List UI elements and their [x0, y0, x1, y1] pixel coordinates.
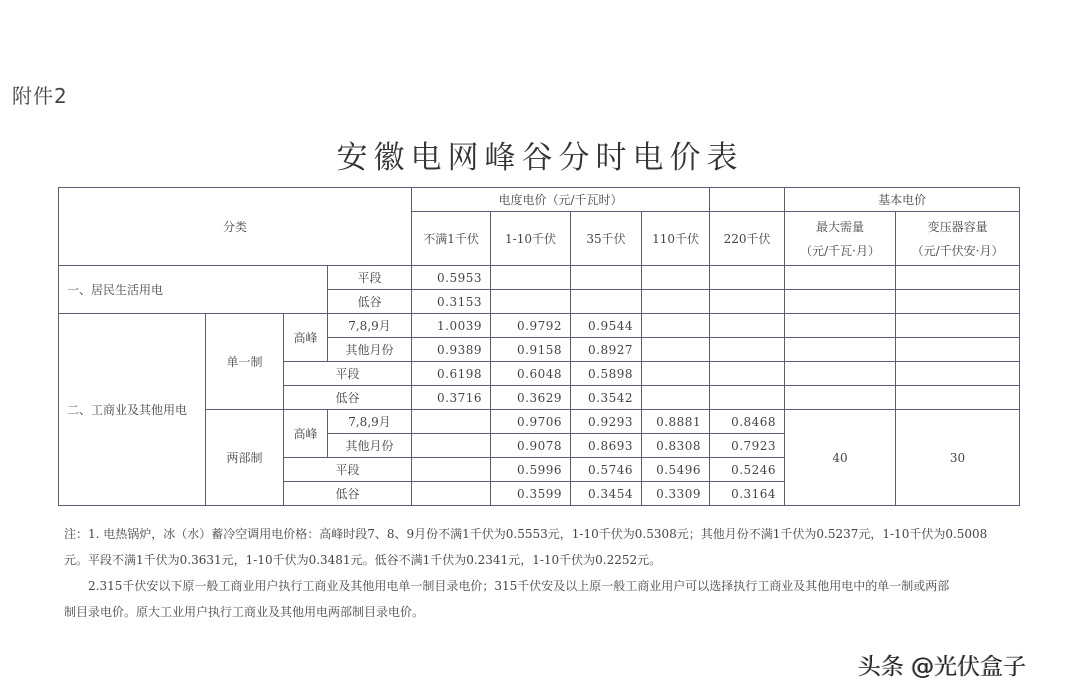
- max-demand-label: 最大需量: [816, 219, 865, 234]
- price-cell: [710, 338, 785, 362]
- price-cell: 0.8468: [710, 410, 785, 434]
- commercial-label: 二、工商业及其他用电: [59, 314, 206, 506]
- period-label: 其他月份: [328, 338, 412, 362]
- notes: [64, 521, 1064, 625]
- price-cell: [642, 362, 710, 386]
- price-cell: 0.9078: [491, 434, 571, 458]
- note-line: 2.315千伏安以下原一般工商业用户执行工商业及其他用电单一制目录电价；315千伏安及以上原一般工商业用户可以选择执行工商业及其他用电中的单一制或两部: [88, 579, 950, 593]
- price-cell: 0.6048: [491, 362, 571, 386]
- tariff-table: [58, 187, 1020, 506]
- empty-cell: [896, 386, 1020, 410]
- max-demand-price: 40: [785, 410, 896, 506]
- header-category: 分类: [59, 188, 412, 266]
- price-cell: 0.7923: [710, 434, 785, 458]
- empty-cell: [896, 314, 1020, 338]
- price-cell: [710, 314, 785, 338]
- price-cell: 0.6198: [412, 362, 491, 386]
- max-demand-unit: （元/千瓦·月）: [800, 243, 880, 258]
- price-cell: 0.8881: [642, 410, 710, 434]
- watermark: 头条 @光伏盒子: [858, 654, 1027, 680]
- empty-cell: [896, 338, 1020, 362]
- price-cell: 0.5996: [491, 458, 571, 482]
- header-transformer-capacity: [896, 212, 1020, 266]
- peak-label: 高峰: [284, 410, 328, 458]
- empty-cell: [896, 266, 1020, 290]
- price-cell: 0.3153: [412, 290, 491, 314]
- empty-cell: [785, 266, 896, 290]
- price-cell: 0.8308: [642, 434, 710, 458]
- price-cell: [571, 266, 642, 290]
- price-cell: 0.9158: [491, 338, 571, 362]
- period-label: 其他月份: [328, 434, 412, 458]
- empty-cell: [896, 362, 1020, 386]
- period-label: 7,8,9月: [328, 410, 412, 434]
- price-cell: 0.3716: [412, 386, 491, 410]
- price-cell: 0.3629: [491, 386, 571, 410]
- price-cell: [491, 266, 571, 290]
- note-line: 制目录电价。原大工业用户执行工商业及其他用电两部制目录电价。: [64, 605, 425, 619]
- residential-label: 一、居民生活用电: [59, 266, 328, 314]
- period-label: 7,8,9月: [328, 314, 412, 338]
- transformer-capacity-unit: （元/千伏安·月）: [911, 243, 1004, 258]
- header-voltage-220kv: 220千伏: [710, 212, 785, 266]
- attachment-label: 附件2: [12, 84, 68, 108]
- note-line: 注：1. 电热锅炉，冰（水）蓄冷空调用电价格：高峰时段7、8、9月份不满1千伏为0.5553元，1-10千伏为0.5308元；其他月份不满1千伏为0.5237元，1-10千伏为0.5008: [64, 527, 988, 541]
- empty-cell: [785, 386, 896, 410]
- price-cell: 0.3454: [571, 482, 642, 506]
- price-cell: 0.3599: [491, 482, 571, 506]
- two-part-tariff-label: 两部制: [206, 410, 284, 506]
- price-cell: 0.8927: [571, 338, 642, 362]
- note-line: 元。平段不满1千伏为0.3631元，1-10千伏为0.3481元。低谷不满1千伏为0.2341元，1-10千伏为0.2252元。: [64, 553, 662, 567]
- empty-cell: [896, 290, 1020, 314]
- price-cell: [710, 290, 785, 314]
- price-cell: [710, 386, 785, 410]
- price-cell: 0.5953: [412, 266, 491, 290]
- header-voltage-lt1kv: 不满1千伏: [412, 212, 491, 266]
- price-cell: 0.9389: [412, 338, 491, 362]
- price-cell: [412, 482, 491, 506]
- price-cell: 0.9293: [571, 410, 642, 434]
- price-cell: [642, 290, 710, 314]
- price-cell: 0.8693: [571, 434, 642, 458]
- price-cell: [642, 314, 710, 338]
- empty-cell: [785, 338, 896, 362]
- transformer-capacity-price: 30: [896, 410, 1020, 506]
- period-label: 平段: [284, 362, 412, 386]
- price-cell: 0.3164: [710, 482, 785, 506]
- transformer-capacity-label: 变压器容量: [927, 219, 988, 234]
- price-cell: [412, 410, 491, 434]
- price-cell: [412, 458, 491, 482]
- empty-cell: [785, 314, 896, 338]
- header-blank: [710, 188, 785, 212]
- price-cell: 0.9792: [491, 314, 571, 338]
- empty-cell: [785, 290, 896, 314]
- period-label: 低谷: [284, 386, 412, 410]
- single-tariff-label: 单一制: [206, 314, 284, 410]
- price-cell: 0.9544: [571, 314, 642, 338]
- price-cell: 0.5898: [571, 362, 642, 386]
- price-cell: [642, 338, 710, 362]
- price-cell: [710, 266, 785, 290]
- price-cell: 0.5246: [710, 458, 785, 482]
- price-cell: [412, 434, 491, 458]
- period-label: 低谷: [328, 290, 412, 314]
- header-max-demand: [785, 212, 896, 266]
- price-cell: 0.5496: [642, 458, 710, 482]
- price-cell: 0.5746: [571, 458, 642, 482]
- price-cell: [642, 266, 710, 290]
- price-cell: 1.0039: [412, 314, 491, 338]
- period-label: 平段: [328, 266, 412, 290]
- price-cell: 0.3542: [571, 386, 642, 410]
- price-cell: [642, 386, 710, 410]
- empty-cell: [785, 362, 896, 386]
- page-title: 安徽电网峰谷分时电价表: [336, 140, 744, 176]
- header-voltage-110kv: 110千伏: [642, 212, 710, 266]
- price-cell: [710, 362, 785, 386]
- price-cell: 0.3309: [642, 482, 710, 506]
- peak-label: 高峰: [284, 314, 328, 362]
- price-cell: [491, 290, 571, 314]
- period-label: 低谷: [284, 482, 412, 506]
- header-energy-price: 电度电价（元/千瓦时）: [412, 188, 710, 212]
- header-basic-price: 基本电价: [785, 188, 1020, 212]
- period-label: 平段: [284, 458, 412, 482]
- price-cell: 0.9706: [491, 410, 571, 434]
- header-voltage-1-10kv: 1-10千伏: [491, 212, 571, 266]
- price-cell: [571, 290, 642, 314]
- header-voltage-35kv: 35千伏: [571, 212, 642, 266]
